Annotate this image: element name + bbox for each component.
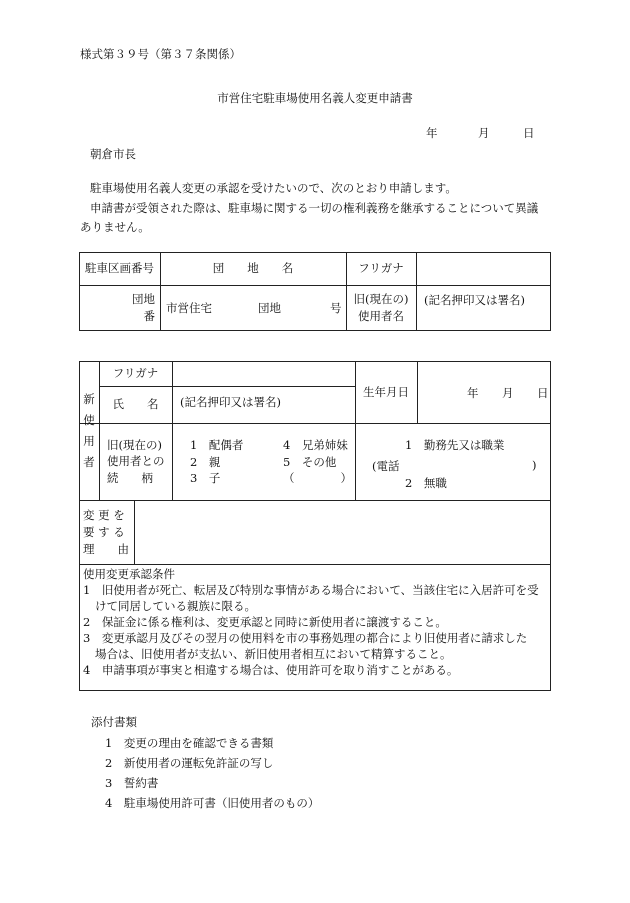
new-user-label: 新 使 用 者 (83, 392, 95, 469)
intro-line-1: 駐車場使用名義人変更の承認を受けたいので、次のとおり申請します。 (90, 181, 457, 195)
birth-date-label: 生年月日 (363, 384, 409, 399)
previous-user-label: 旧(現在の) 使用者名 (353, 291, 409, 323)
attachment-item-2: 2 新使用者の運転免許証の写し (105, 756, 274, 770)
date-month-label: 月 (478, 126, 490, 140)
furigana-field[interactable] (416, 252, 550, 285)
attachments-title: 添付書類 (91, 715, 137, 729)
new-user-name-label: 氏 名 (112, 397, 159, 412)
unemployed-option[interactable]: 2 無職 (405, 476, 447, 490)
birth-month-label: 月 (502, 386, 514, 400)
change-reason-field[interactable] (135, 501, 550, 564)
furigana-label: フリガナ (358, 261, 404, 276)
birth-year-label: 年 (467, 386, 479, 400)
new-user-seal-note[interactable]: (記名押印又は署名) (180, 395, 281, 409)
danchi-name-header: 団 地 名 (212, 261, 294, 276)
date-year-label: 年 (426, 126, 438, 140)
previous-user-seal-note[interactable]: (記名押印又は署名) (424, 293, 525, 307)
change-reason-label: 変 更 を 要 す る 理 由 (83, 508, 129, 556)
condition-2: 2 保証金に係る権利は、変更承認と同時に新使用者に譲渡すること。 (83, 615, 447, 629)
danchi-text: 団地 (258, 301, 281, 315)
intro-line-2a: 申請書が受領された際は、駐車場に関する一切の権利義務を継承することについて異議 (90, 201, 539, 215)
danchi-number-label: 団地 番 (132, 291, 155, 323)
intro-line-2b: ありません。 (80, 220, 150, 234)
condition-3b: 場合は、旧使用者が支払い、新旧使用者相互において精算すること。 (95, 647, 452, 661)
relationship-options-1[interactable]: 1 配偶者 2 親 3 子 (190, 438, 244, 485)
conditions-title: 使用変更承認条件 (83, 567, 175, 581)
occupation-option[interactable]: 1 勤務先又は職業 (405, 438, 505, 452)
go-text: 号 (330, 301, 342, 315)
form-title: 市営住宅駐車場使用名義人変更申請書 (217, 91, 413, 105)
form-number: 様式第３９号（第３７条関係） (80, 47, 241, 61)
attachment-item-1: 1 変更の理由を確認できる書類 (105, 736, 274, 750)
new-user-furigana-field[interactable] (172, 361, 355, 386)
new-user-furigana-label: フリガナ (112, 366, 159, 381)
phone-label: (電話 (372, 459, 400, 473)
attachment-item-3: 3 誓約書 (105, 776, 159, 790)
parking-number-label: 駐車区画番号 (85, 261, 154, 276)
condition-3a: 3 変更承認月及びその翌月の使用料を市の事務処理の都合により旧使用者に請求した (83, 631, 528, 645)
relationship-options-2[interactable]: 4 兄弟姉妹 5 その他 （ ） (283, 438, 352, 485)
birth-day-label: 日 (537, 386, 549, 400)
phone-close-paren: ) (532, 458, 537, 472)
city-housing-text: 市営住宅 (166, 301, 212, 315)
relationship-label: 旧(現在の) 使用者との 続 柄 (107, 437, 165, 485)
date-day-label: 日 (523, 126, 535, 140)
attachment-item-4: 4 駐車場使用許可書（旧使用者のもの） (105, 796, 320, 810)
addressee: 朝倉市長 (90, 147, 136, 161)
condition-4: 4 申請事項が事実と相違する場合は、使用許可を取り消すことがある。 (83, 663, 459, 677)
condition-1a: 1 旧使用者が死亡、転居及び特別な事情がある場合において、当該住宅に入居許可を受 (83, 583, 539, 597)
condition-1b: けて同居している親族に限る。 (95, 599, 256, 613)
